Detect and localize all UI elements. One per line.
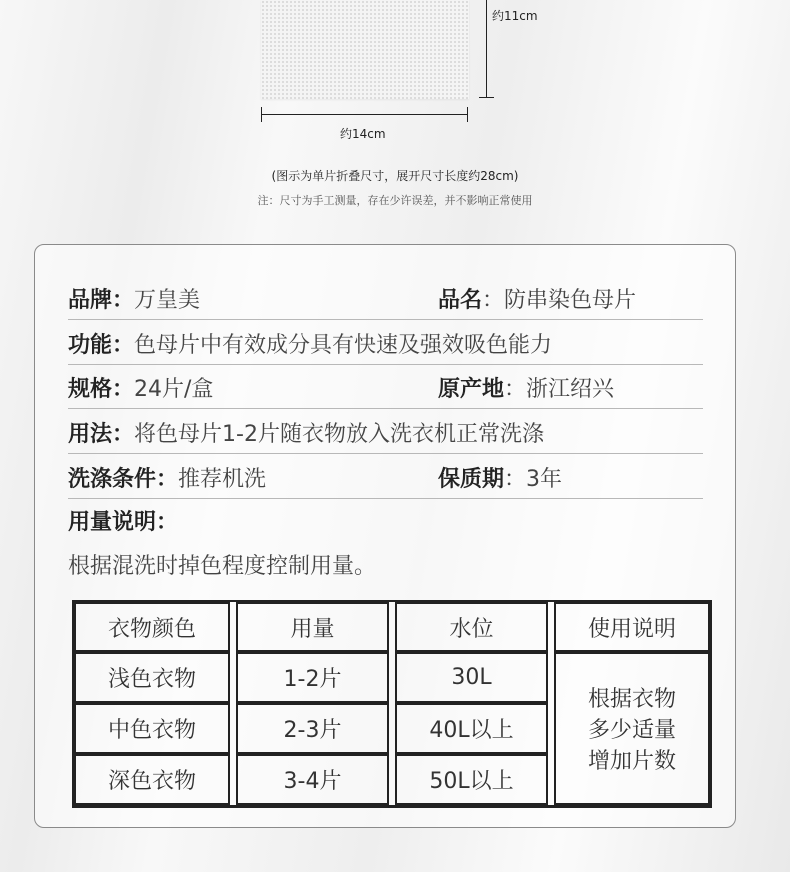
table-cell: 40L以上 xyxy=(395,703,548,754)
dosage-table xyxy=(72,600,712,808)
table-cell: 30L xyxy=(395,652,548,703)
table-header: 用量 xyxy=(236,602,389,652)
brand-label: 品牌： xyxy=(68,288,135,313)
table-cell: 3-4片 xyxy=(236,754,389,805)
usage-label: 用法： xyxy=(68,422,135,447)
table-header-row xyxy=(74,602,710,652)
table-cell: 1-2片 xyxy=(236,652,389,703)
wash-value: 推荐机洗 xyxy=(178,467,267,492)
table-cell: 2-3片 xyxy=(236,703,389,754)
table-cell: 50L以上 xyxy=(395,754,548,805)
table-header: 使用说明 xyxy=(554,602,710,652)
wash-row xyxy=(68,465,266,495)
function-label: 功能： xyxy=(68,333,135,358)
width-dimension-line xyxy=(261,114,468,115)
measurement-note: 注：尺寸为手工测量，存在少许误差，并不影响正常使用 xyxy=(257,194,533,207)
height-dimension-tick xyxy=(479,97,494,98)
height-dimension-line xyxy=(486,0,487,98)
origin-label: 原产地 xyxy=(438,377,505,402)
function-row xyxy=(68,331,552,361)
divider xyxy=(68,364,703,365)
table-header: 水位 xyxy=(395,602,548,652)
dosage-title: 用量说明： xyxy=(68,510,179,535)
product-name-label: 品名 xyxy=(438,288,483,313)
origin-row xyxy=(438,375,614,405)
width-dimension-label: 约14cm xyxy=(340,127,386,141)
origin-value: ：浙江绍兴 xyxy=(504,377,615,402)
usage-value: 将色母片1-2片随衣物放入洗衣机正常洗涤 xyxy=(134,422,544,447)
table-cell: 深色衣物 xyxy=(74,754,230,805)
instruction-line: 多少适量 xyxy=(587,718,676,743)
brand-value: 万皇美 xyxy=(134,288,201,313)
usage-instruction-cell xyxy=(554,652,710,805)
instruction-line: 根据衣物 xyxy=(587,687,676,712)
divider xyxy=(68,498,703,499)
instruction-line: 增加片数 xyxy=(587,749,676,774)
size-row xyxy=(68,375,213,405)
wash-label: 洗涤条件： xyxy=(68,467,179,492)
shelf-life-value: ：3年 xyxy=(504,467,563,492)
function-value: 色母片中有效成分具有快速及强效吸色能力 xyxy=(134,333,553,358)
size-caption: (图示为单片折叠尺寸，展开尺寸长度约28cm) xyxy=(271,169,519,183)
width-dimension-tick-right xyxy=(467,107,468,122)
table-cell: 中色衣物 xyxy=(74,703,230,754)
divider xyxy=(68,319,703,320)
table-row xyxy=(74,652,710,703)
width-dimension-tick-left xyxy=(261,107,262,122)
size-label: 规格： xyxy=(68,377,135,402)
size-value: 24片/盒 xyxy=(134,377,214,402)
height-dimension-label: 约11cm xyxy=(492,9,538,23)
brand-row xyxy=(68,286,200,316)
table-cell: 浅色衣物 xyxy=(74,652,230,703)
dosage-description: 根据混洗时掉色程度控制用量。 xyxy=(68,554,377,579)
shelf-life-row xyxy=(438,465,562,495)
product-name-value: ：防串染色母片 xyxy=(482,288,637,313)
shelf-life-label: 保质期 xyxy=(438,467,505,492)
usage-row xyxy=(68,420,544,450)
divider xyxy=(68,453,703,454)
product-sheet-image xyxy=(261,0,469,99)
table-header: 衣物颜色 xyxy=(74,602,230,652)
divider xyxy=(68,408,703,409)
product-name-row xyxy=(438,286,636,316)
